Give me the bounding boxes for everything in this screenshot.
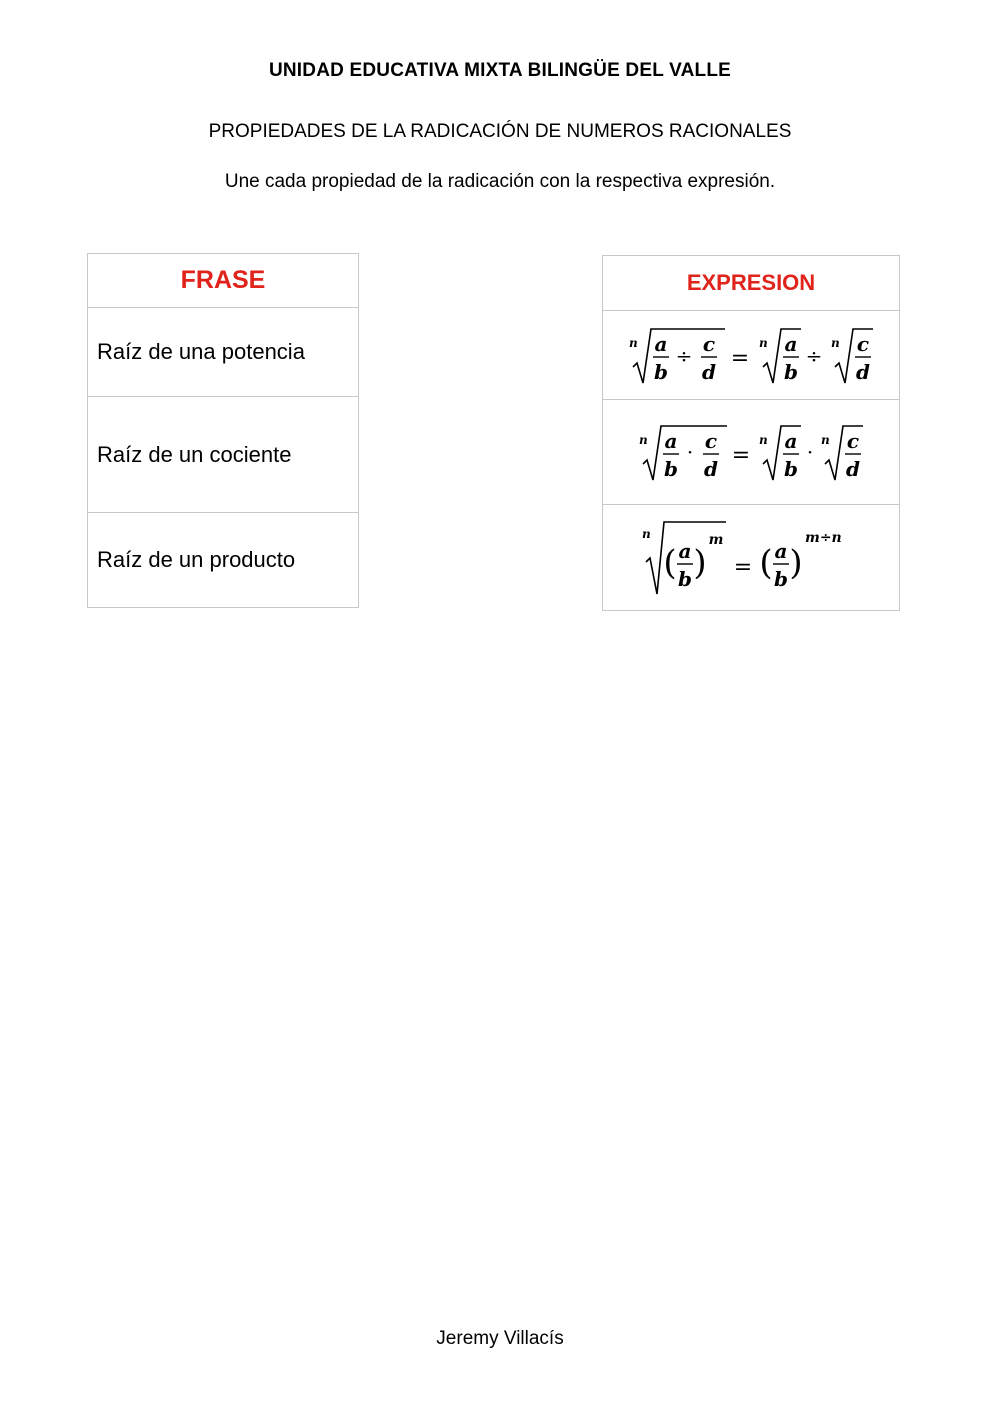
expresion-heading: EXPRESION <box>603 256 900 311</box>
radical-index: n <box>821 433 830 447</box>
expression-power-root[interactable] <box>603 505 900 611</box>
phrase-root-of-quotient[interactable]: Raíz de un cociente <box>88 397 359 513</box>
frase-header-row <box>88 254 359 308</box>
expresion-table <box>602 255 900 611</box>
left-paren: ( <box>663 542 677 583</box>
expression-quotient-root[interactable] <box>603 311 900 400</box>
exponent-m-div-n: m÷n <box>805 529 842 546</box>
radical-index: n <box>831 336 840 350</box>
product-dot: · <box>686 440 694 464</box>
numerator-a: a <box>784 429 798 453</box>
numerator-a: a <box>774 538 788 563</box>
expression-product-root[interactable] <box>603 400 900 505</box>
phrase-root-of-product[interactable]: Raíz de un producto <box>88 513 359 608</box>
denominator-b: b <box>784 360 798 384</box>
formula-product-root <box>631 412 871 492</box>
expresion-row <box>603 505 900 611</box>
product-dot: · <box>806 440 814 464</box>
school-name: UNIDAD EDUCATIVA MIXTA BILINGÜE DEL VALLE <box>268 60 732 81</box>
radical-index: n <box>759 433 768 447</box>
division-sign: ÷ <box>805 344 823 368</box>
denominator-d: d <box>856 360 870 384</box>
numerator-c: c <box>704 429 718 453</box>
division-sign: ÷ <box>675 344 693 368</box>
equals-sign: = <box>733 554 753 580</box>
frase-row <box>88 513 359 608</box>
author-name: Jeremy Villacís <box>436 1328 564 1349</box>
formula-power-root <box>636 516 866 600</box>
numerator-c: c <box>856 332 870 356</box>
exponent-m: m <box>708 531 724 548</box>
left-paren: ( <box>759 542 773 583</box>
equals-sign: = <box>730 346 750 371</box>
radical-index: n <box>629 336 638 350</box>
frase-row <box>88 397 359 513</box>
radical-index: n <box>642 526 651 541</box>
denominator-d: d <box>846 457 860 481</box>
numerator-a: a <box>654 332 668 356</box>
expresion-row <box>603 311 900 400</box>
numerator-c: c <box>702 332 716 356</box>
formula-quotient-root <box>621 315 881 395</box>
phrase-root-of-power[interactable]: Raíz de una potencia <box>88 308 359 397</box>
expresion-row <box>603 400 900 505</box>
right-paren: ) <box>693 542 707 583</box>
right-paren: ) <box>789 542 803 583</box>
equals-sign: = <box>731 443 751 468</box>
instructions: Une cada propiedad de la radicación con la respectiva expresión. <box>224 171 776 192</box>
denominator-b: b <box>678 566 692 591</box>
denominator-d: d <box>704 457 718 481</box>
numerator-a: a <box>678 538 692 563</box>
denominator-b: b <box>784 457 798 481</box>
denominator-d: d <box>702 360 716 384</box>
frase-table <box>87 253 359 608</box>
denominator-b: b <box>774 566 788 591</box>
expresion-header-row <box>603 256 900 311</box>
radical-index: n <box>759 336 768 350</box>
frase-row <box>88 308 359 397</box>
denominator-b: b <box>654 360 668 384</box>
numerator-c: c <box>846 429 860 453</box>
worksheet-title: PROPIEDADES DE LA RADICACIÓN DE NUMEROS RACIONALES <box>208 121 792 142</box>
denominator-b: b <box>664 457 678 481</box>
radical-index: n <box>639 433 648 447</box>
frase-heading: FRASE <box>88 254 359 308</box>
numerator-a: a <box>664 429 678 453</box>
numerator-a: a <box>784 332 798 356</box>
